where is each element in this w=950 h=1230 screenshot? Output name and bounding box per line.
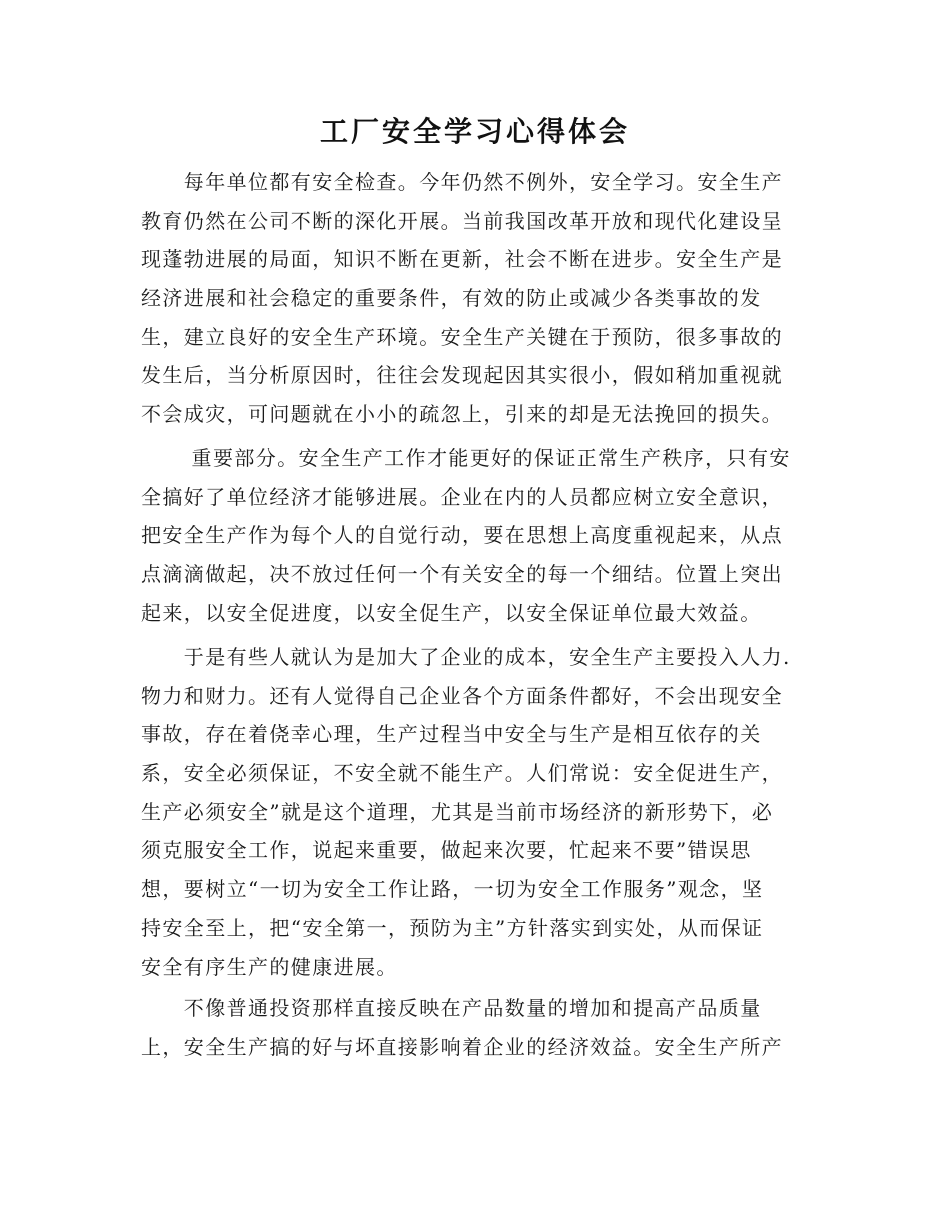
paragraph-line: 每年单位都有安全检查。今年仍然不例外，安全学习。安全生产 <box>141 170 783 194</box>
paragraph-line: 全搞好了单位经济才能够进展。企业在内的人员都应树立安全意识， <box>141 484 783 509</box>
paragraph-line: 想，要树立“一切为安全工作让路，一切为安全工作服务”观念，坚 <box>141 877 764 902</box>
paragraph-line: 事故，存在着侥幸心理，生产过程当中安全与生产是相互依存的关 <box>141 722 762 747</box>
paragraph-line: 教育仍然在公司不断的深化开展。当前我国改革开放和现代化建设呈 <box>141 208 783 233</box>
paragraph-line: 起来，以安全促进度，以安全促生产，以安全保证单位最大效益。 <box>141 600 762 625</box>
paragraph-line: 发生后，当分析原因时，往往会发现起因其实很小，假如稍加重视就 <box>141 363 783 388</box>
paragraph-line: 把安全生产作为每个人的自觉行动，要在思想上高度重视起来，从点 <box>141 523 783 548</box>
paragraph-line: 物力和财力。还有人觉得自己企业各个方面条件都好，不会出现安全 <box>141 683 783 708</box>
paragraph-line: 安全有序生产的健康进展。 <box>141 954 398 979</box>
paragraph-line: 点滴滴做起，决不放过任何一个有关安全的每一个细结。位置上突出 <box>141 562 783 587</box>
paragraph-2 <box>141 439 821 632</box>
paragraph-line: 不会成灾，可问题就在小小的疏忽上，引来的却是无法挽回的损失。 <box>141 402 783 427</box>
paragraph-line: 不像普通投资那样直接反映在产品数量的增加和提高产品质量 <box>141 996 762 1020</box>
paragraph-1 <box>141 163 821 434</box>
paragraph-line: 经济进展和社会稳定的重要条件，有效的防止或减少各类事故的发 <box>141 286 762 311</box>
paragraph-line: 于是有些人就认为是加大了企业的成本，安全生产主要投入人力. <box>141 645 791 669</box>
document-title: 工厂安全学习心得体会 <box>319 115 630 148</box>
paragraph-line: 现蓬勃进展的局面，知识不断在更新，社会不断在进步。安全生产是 <box>141 247 783 272</box>
paragraph-3 <box>141 638 821 986</box>
paragraph-line: 持安全至上，把“安全第一，预防为主”方针落实到实处，从而保证 <box>141 915 764 940</box>
paragraph-line: 生产必须安全”就是这个道理，尤其是当前市场经济的新形势下，必 <box>141 799 774 824</box>
paragraph-line: 生，建立良好的安全生产环境。安全生产关键在于预防，很多事故的 <box>141 324 783 349</box>
paragraph-line: 须克服安全工作，说起来重要，做起来次要，忙起来不要”错误思 <box>141 838 752 863</box>
paragraph-line: 上，安全生产搞的好与坏直接影响着企业的经济效益。安全生产所产 <box>141 1034 783 1059</box>
paragraph-line: 重要部分。安全生产工作才能更好的保证正常生产秩序，只有安 <box>141 446 791 470</box>
paragraph-4 <box>141 989 821 1066</box>
paragraph-line: 系，安全必须保证，不安全就不能生产。人们常说：安全促进生产， <box>141 761 783 786</box>
